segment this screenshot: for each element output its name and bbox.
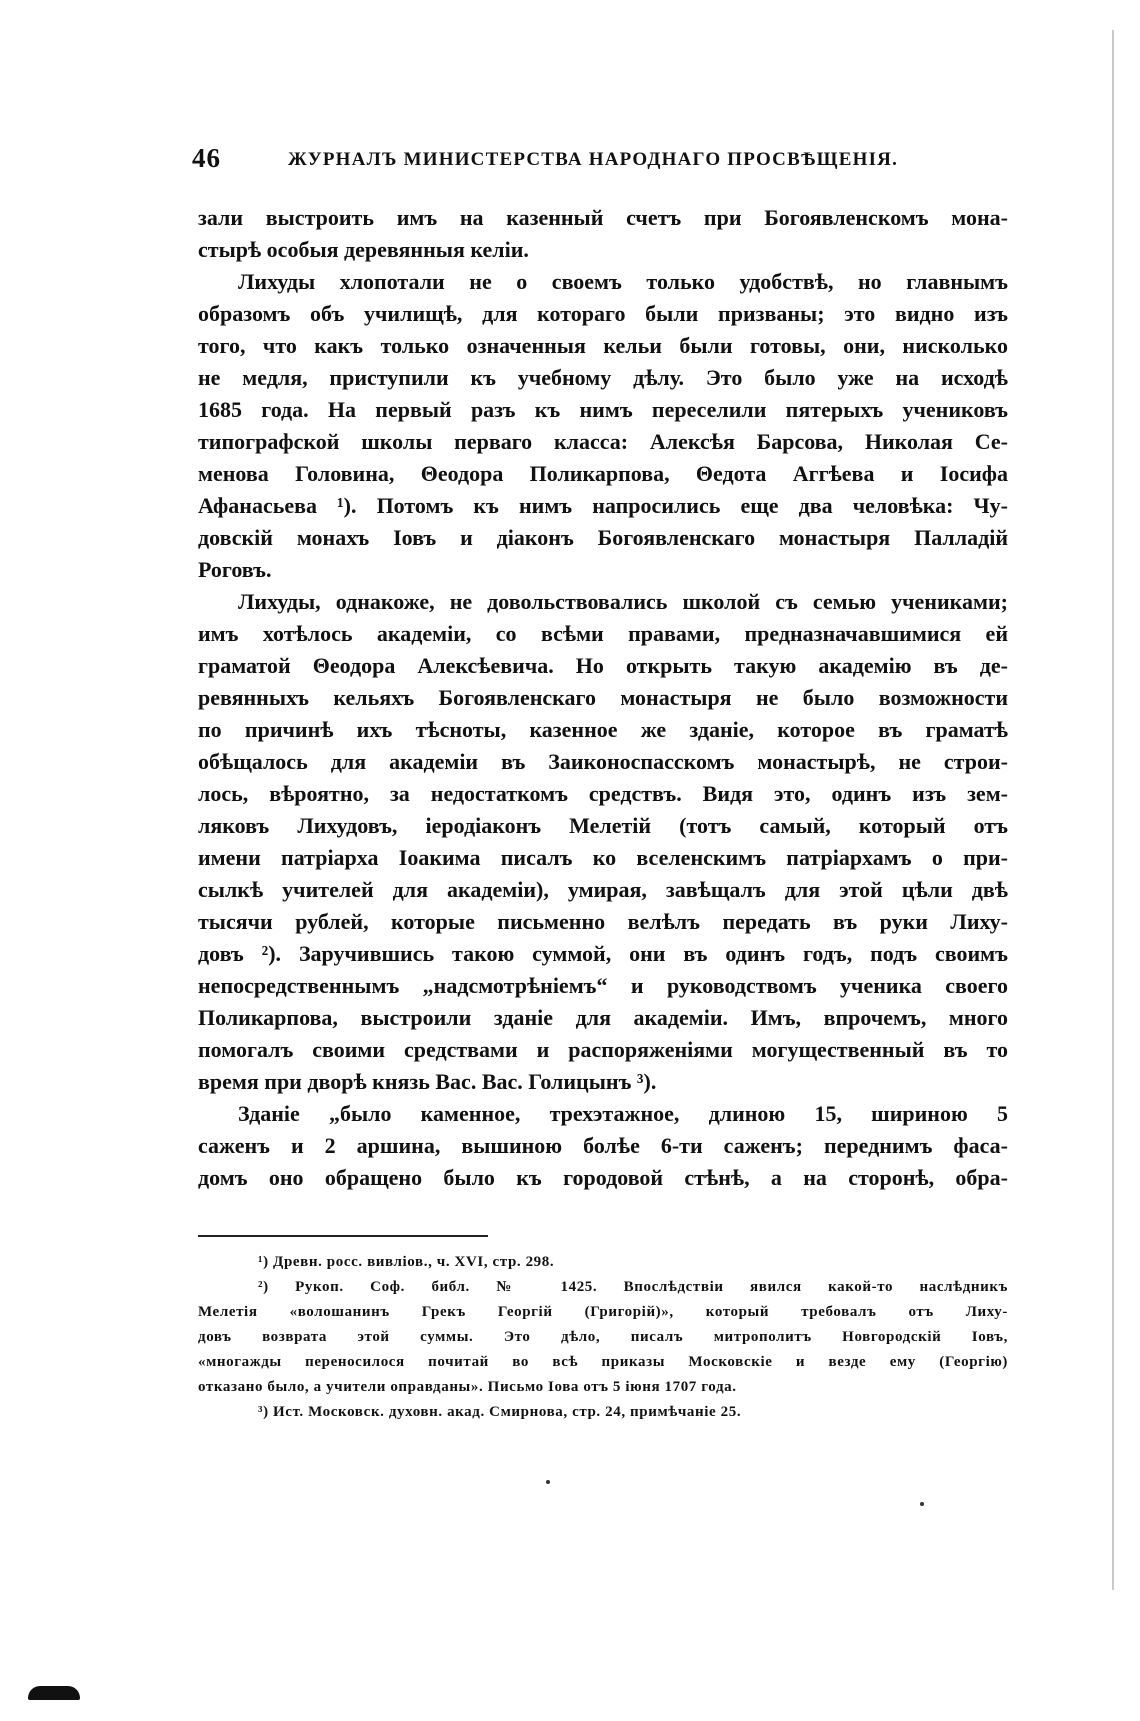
text-line: имени патріарха Іоакима писалъ ко вселенскимъ патріархамъ о при- xyxy=(198,845,1008,870)
text-line: тысячи рублей, которые письменно велѣлъ передать въ руки Лиху- xyxy=(198,909,1008,934)
text-line: типографской школы перваго класса: Алексѣя Барсова, Николая Се- xyxy=(198,429,1008,454)
paragraph-start-line: Лихуды хлопотали не о своемъ только удобствѣ, но главнымъ xyxy=(238,269,1008,294)
journal-title: ЖУРНАЛЪ МИНИСТЕРСТВА НАРОДНАГО ПРОСВѢЩЕНІЯ. xyxy=(288,149,899,170)
paragraph-start-line: Зданіе „было каменное, трехэтажное, длиною 15, шириною 5 xyxy=(238,1101,1008,1126)
body-text xyxy=(198,202,1008,1194)
text-line: домъ оно обращено было къ городовой стѣнѣ, а на сторонѣ, обра- xyxy=(198,1165,1008,1190)
text-line: время при дворѣ князь Вас. Вас. Голицынъ ³). xyxy=(198,1069,657,1094)
text-line: не медля, приступили къ учебному дѣлу. Это было уже на исходѣ xyxy=(198,365,1008,390)
footnote-line: довъ возврата этой суммы. Это дѣло, писалъ митрополитъ Новгородскій Іовъ, xyxy=(198,1329,1008,1345)
scan-speck xyxy=(546,1480,550,1484)
text-line: помогалъ своими средствами и распоряженіями могущественный въ то xyxy=(198,1037,1008,1062)
text-line: образомъ объ училищѣ, для котораго были призваны; это видно изъ xyxy=(198,301,1008,326)
text-line: обѣщалось для академіи въ Заиконоспасскомъ монастырѣ, не строи- xyxy=(198,749,1008,774)
text-line: Роговъ. xyxy=(198,557,272,582)
text-line: ревянныхъ кельяхъ Богоявленскаго монастыря не было возможности xyxy=(198,685,1008,710)
text-line: довскій монахъ Іовъ и діаконъ Богоявленскаго монастыря Палладій xyxy=(198,525,1008,550)
text-line: стырѣ особыя деревянныя келіи. xyxy=(198,237,529,262)
footnote-line: «многажды переносилося почитай во всѣ приказы Московскіе и везде ему (Георгію) xyxy=(198,1354,1008,1370)
footnote-line: отказано было, а учители оправданы». Письмо Іова отъ 5 іюня 1707 года. xyxy=(198,1379,737,1395)
text-line: Поликарпова, выстроили зданіе для академіи. Имъ, впрочемъ, много xyxy=(198,1005,1008,1030)
text-line: довъ ²). Заручившись такою суммой, они въ одинъ годъ, подъ своимъ xyxy=(198,941,1008,966)
text-line: того, что какъ только означенныя кельи были готовы, они, нисколько xyxy=(198,333,1008,358)
text-line: лось, вѣроятно, за недостаткомъ средствъ. Видя это, одинъ изъ зем- xyxy=(198,781,1008,806)
page-number: 46 xyxy=(192,143,221,173)
text-line: граматой Θеодора Алексѣевича. Но открыть такую академію въ де- xyxy=(198,653,1008,678)
text-line: имъ хотѣлось академіи, со всѣми правами, предназначавшимися ей xyxy=(198,621,1008,646)
text-line: сылкѣ учителей для академіи), умирая, завѣщалъ для этой цѣли двѣ xyxy=(198,877,1008,902)
text-line: 1685 года. На первый разъ къ нимъ переселили пятерыхъ учениковъ xyxy=(198,397,1008,422)
text-line: менова Головина, Θеодора Поликарпова, Θедота Аггѣева и Іосифа xyxy=(198,461,1008,486)
text-line: ляковъ Лихудовъ, іеродіаконъ Мелетій (тотъ самый, который отъ xyxy=(198,813,1008,838)
footnotes xyxy=(198,1250,1008,1425)
text-line: саженъ и 2 аршина, вышиною болѣе 6-ти саженъ; переднимъ фаса- xyxy=(198,1133,1008,1158)
footnote-1: ¹) Древн. росс. вивліов., ч. XVI, стр. 298. xyxy=(258,1254,555,1270)
text-line: зали выстроить имъ на казенный счетъ при Богоявленскомъ мона- xyxy=(198,205,1008,230)
text-line: Афанасьева ¹). Потомъ къ нимъ напросились еще два человѣка: Чу- xyxy=(198,493,1008,518)
scan-blot xyxy=(28,1686,80,1700)
footnote-line: Мелетія «волошанинъ Грекъ Георгій (Григорій)», который требовалъ отъ Лиху- xyxy=(198,1304,1008,1320)
footnote-3: ³) Ист. Московск. духовн. акад. Смирнова, стр. 24, примѣчаніе 25. xyxy=(258,1404,742,1420)
footnote-divider xyxy=(198,1235,488,1237)
page-edge-line xyxy=(1112,30,1114,1590)
paragraph-start-line: Лихуды, однакоже, не довольствовались школой съ семью учениками; xyxy=(238,589,1008,614)
scan-speck xyxy=(920,1502,924,1506)
running-head xyxy=(192,143,1012,177)
text-line: непосредственнымъ „надсмотрѣніемъ“ и руководствомъ ученика своего xyxy=(198,973,1008,998)
footnote-2: ²) Рукоп. Соф. библ. № 1425. Впослѣдствіи явился какой-то наслѣдникъ xyxy=(258,1279,1008,1295)
text-line: по причинѣ ихъ тѣсноты, казенное же зданіе, которое въ граматѣ xyxy=(198,717,1008,742)
